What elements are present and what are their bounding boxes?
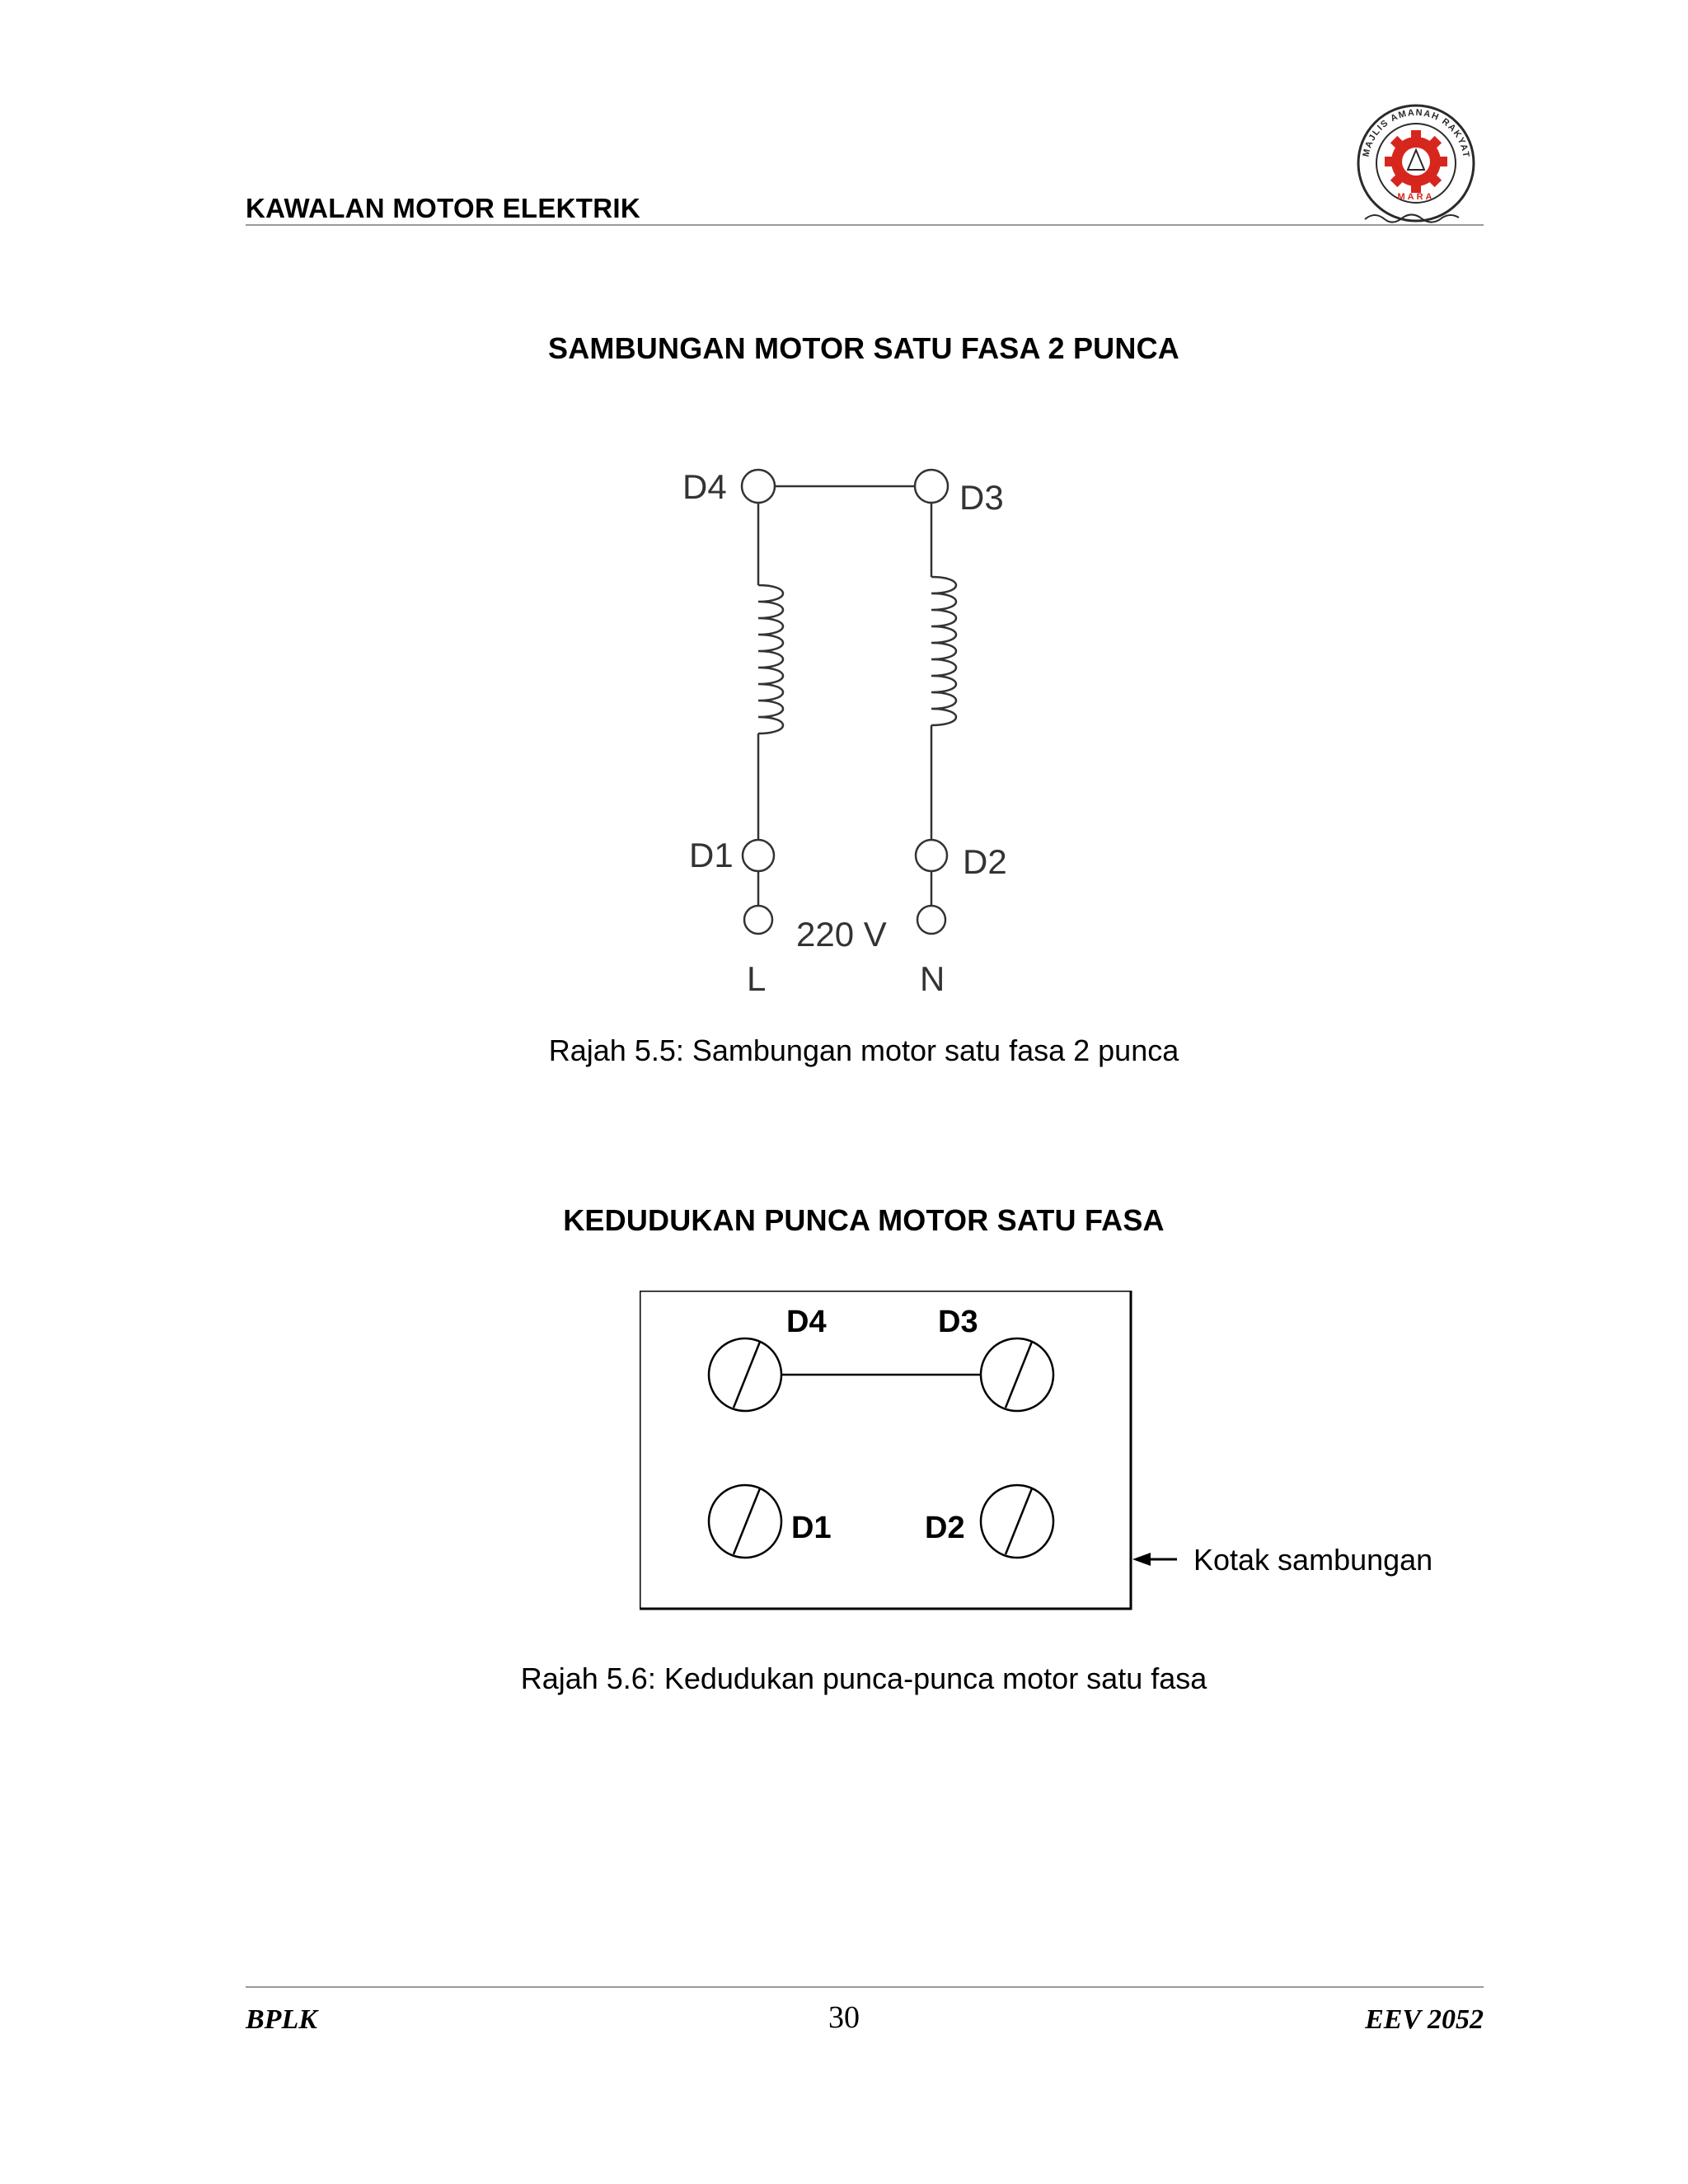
label-d3: D3 [938,1305,978,1339]
label-d3: D3 [959,478,1004,517]
coil-winding-2 [931,577,956,725]
screw-terminal-d2 [981,1485,1053,1558]
label-neutral: N [920,959,945,998]
section-heading-connection: SAMBUNGAN MOTOR SATU FASA 2 PUNCA [548,331,1179,365]
figure-caption-5-5: Rajah 5.5: Sambungan motor satu fasa 2 punca [548,1033,1179,1067]
label-d1: D1 [689,836,734,874]
header-divider [246,224,1484,226]
label-d4: D4 [786,1305,827,1339]
mara-logo [1350,97,1482,229]
terminal-box-diagram [640,1291,1464,1620]
label-d4: D4 [682,467,727,506]
terminal-neutral [917,906,945,934]
two-terminal-wiring-diagram [676,462,1055,1005]
terminal-d2 [916,840,947,871]
label-voltage: 220 V [796,915,887,954]
logo-abbrev: MARA [1397,192,1435,202]
screw-terminal-d4 [709,1338,781,1411]
logo-ring-text: MAJLIS AMANAH RAKYAT [1361,107,1471,159]
connection-box [640,1291,1131,1609]
label-d2: D2 [963,842,1007,881]
terminal-d3 [915,470,948,503]
terminal-d1 [743,840,774,871]
footer-divider [246,1986,1484,1988]
label-d1: D1 [791,1511,832,1545]
coil-winding-1 [758,585,783,733]
figure-caption-5-6: Rajah 5.6: Kedudukan punca-punca motor satu fasa [520,1661,1207,1695]
arrow-pointer [1132,1553,1177,1566]
label-live: L [747,959,767,998]
terminal-d4 [742,470,775,503]
page-number: 30 [828,2000,860,2035]
terminal-live [744,906,772,934]
label-d2: D2 [925,1511,965,1545]
header-title: KAWALAN MOTOR ELEKTRIK [246,193,640,223]
label-connection-box: Kotak sambungan [1193,1543,1433,1577]
footer-left-label: BPLK [246,2004,317,2035]
footer-course-code: EEV 2052 [1365,2004,1484,2035]
section-heading-terminal-position: KEDUDUKAN PUNCA MOTOR SATU FASA [563,1203,1165,1237]
screw-terminal-d3 [981,1338,1053,1411]
screw-terminal-d1 [709,1485,781,1558]
